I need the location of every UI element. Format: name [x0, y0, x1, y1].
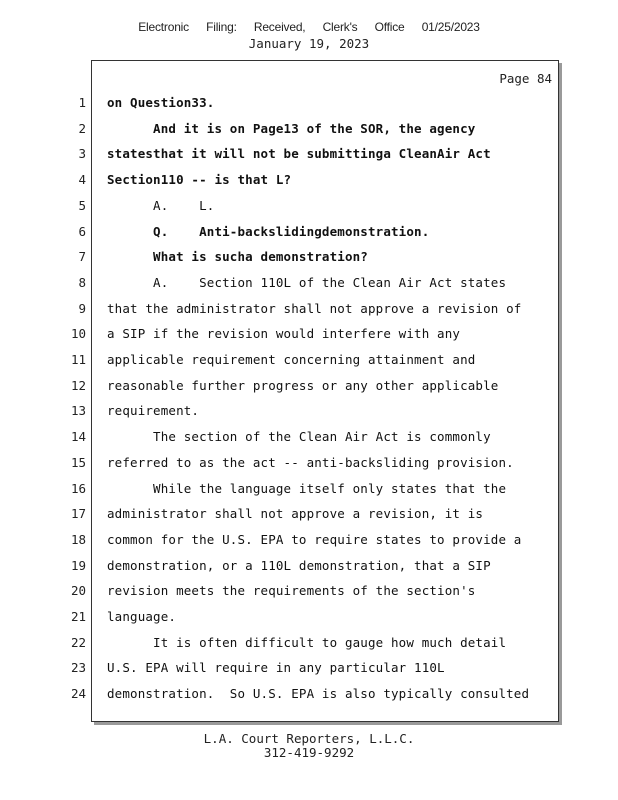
transcript-line	[0, 609, 618, 635]
transcript-line	[0, 198, 618, 224]
line-text: U.S. EPA will require in any particular 110L	[107, 660, 445, 676]
filing-stamp-part: Received,	[253, 20, 306, 34]
line-number: 18	[70, 531, 86, 547]
transcript-line	[0, 378, 618, 404]
line-text: revision meets the requirements of the section's	[107, 583, 476, 599]
line-number: 12	[70, 377, 86, 393]
line-number: 21	[70, 609, 86, 624]
line-text: applicable requirement concerning attainment and	[107, 352, 476, 367]
line-number: 13	[70, 403, 86, 419]
line-number: 4	[78, 172, 86, 188]
page-footer	[0, 732, 618, 760]
transcript-line	[0, 506, 618, 532]
transcript-line	[0, 249, 618, 275]
transcript-line	[0, 583, 618, 609]
line-text: demonstration. So U.S. EPA is also typically consulted	[107, 686, 530, 702]
line-number: 7	[78, 249, 86, 265]
line-text: that the administrator shall not approve a revision of	[107, 300, 522, 316]
line-text: A. L.	[107, 197, 215, 213]
transcript-line	[0, 635, 618, 661]
line-text: administrator shall not approve a revision, it is	[107, 506, 484, 522]
filing-stamp-part: Electronic	[138, 20, 189, 34]
line-number: 24	[70, 686, 86, 702]
transcript-line	[0, 686, 618, 712]
transcript-line	[0, 172, 618, 198]
line-number: 3	[78, 146, 86, 162]
filing-stamp-date: 01/25/2023	[421, 20, 480, 34]
transcript-line	[0, 121, 618, 147]
transcript-line	[0, 352, 618, 378]
filing-stamp-part: Filing:	[206, 20, 237, 34]
transcript-line	[0, 301, 618, 327]
transcript-line	[0, 558, 618, 584]
transcript-line	[0, 429, 618, 455]
line-number: 8	[78, 274, 86, 290]
reporter-company: L.A. Court Reporters, L.L.C.	[203, 731, 415, 746]
line-number: 6	[78, 223, 86, 239]
line-text: reasonable further progress or any other applicable	[107, 377, 499, 393]
line-number: 1	[78, 95, 86, 110]
transcript-date: January 19, 2023	[248, 36, 370, 51]
line-number: 10	[70, 326, 86, 342]
transcript-line	[0, 532, 618, 558]
transcript-line	[0, 326, 618, 352]
line-text: statesthat it will not be submittinga CleanAir Act	[107, 146, 491, 162]
line-number: 5	[78, 197, 86, 213]
line-text: What is sucha demonstration?	[107, 249, 368, 265]
line-number: 16	[70, 480, 86, 496]
line-number: 2	[78, 120, 86, 136]
line-number: 17	[70, 506, 86, 522]
line-text: referred to as the act -- anti-backsliding provision.	[107, 454, 514, 470]
transcript-line	[0, 275, 618, 301]
line-number: 19	[70, 557, 86, 573]
line-text: A. Section 110L of the Clean Air Act states	[107, 274, 507, 290]
line-text: While the language itself only states that the	[107, 480, 507, 496]
filing-stamp-part: Clerk's	[322, 20, 358, 34]
reporter-phone: 312-419-9292	[263, 745, 355, 760]
line-number: 11	[70, 352, 86, 367]
line-text: requirement.	[107, 403, 200, 419]
filing-stamp-part: Office	[374, 20, 405, 34]
line-number: 22	[70, 634, 86, 650]
line-number: 14	[70, 429, 86, 445]
line-number: 20	[70, 583, 86, 599]
line-text: language.	[107, 609, 177, 624]
transcript-line	[0, 455, 618, 481]
line-number: 15	[70, 454, 86, 470]
line-text: It is often difficult to gauge how much detail	[107, 634, 507, 650]
transcript-line	[0, 481, 618, 507]
transcript-line	[0, 146, 618, 172]
transcript-line	[0, 660, 618, 686]
transcript-line	[0, 403, 618, 429]
line-text: a SIP if the revision would interfere with any	[107, 326, 461, 342]
line-text: on Question33.	[107, 95, 215, 110]
transcript-line	[0, 224, 618, 250]
filing-stamp	[0, 20, 618, 34]
line-number: 23	[70, 660, 86, 676]
line-text: The section of the Clean Air Act is commonly	[107, 429, 491, 445]
line-text: And it is on Page13 of the SOR, the agency	[107, 120, 476, 136]
line-number: 9	[78, 300, 86, 316]
line-text: common for the U.S. EPA to require states to provide a	[107, 531, 522, 547]
page-number: Page 84	[499, 71, 552, 86]
line-text: Q. Anti-backslidingdemonstration.	[107, 223, 430, 239]
line-text: demonstration, or a 110L demonstration, that a SIP	[107, 557, 491, 573]
line-text: Section110 -- is that L?	[107, 172, 292, 188]
transcript-line	[0, 95, 618, 121]
